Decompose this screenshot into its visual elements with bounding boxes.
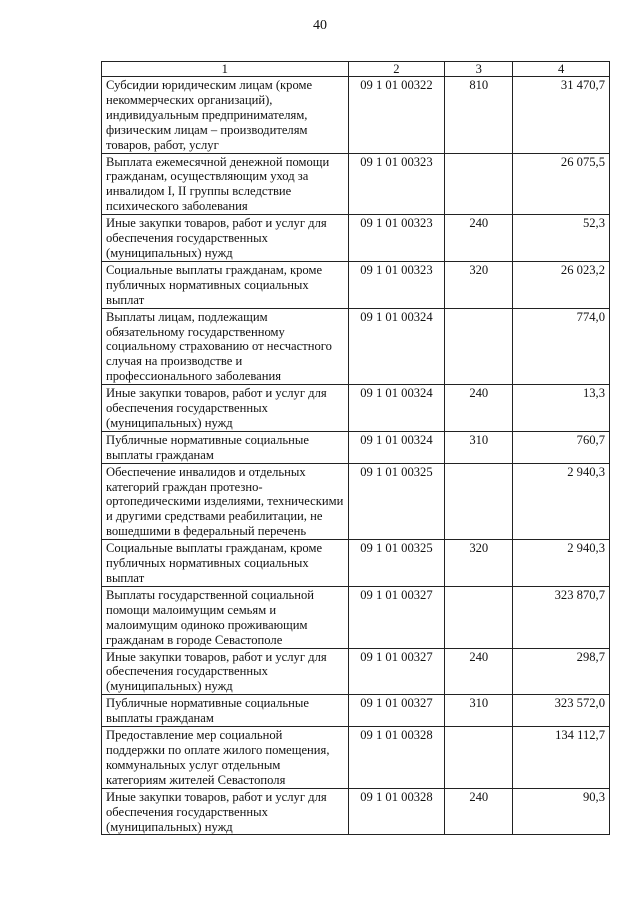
column-header: 3 <box>445 62 513 77</box>
row-amount-cell: 13,3 <box>513 385 610 432</box>
row-name-cell: Иные закупки товаров, работ и услуг для обеспечения государственных (муниципальных) нужд <box>102 215 349 262</box>
row-name-cell: Публичные нормативные социальные выплаты гражданам <box>102 695 349 727</box>
row-amount-cell: 134 112,7 <box>513 727 610 789</box>
table-row <box>102 540 610 587</box>
row-code-cell: 09 1 01 00327 <box>348 586 445 648</box>
table-row <box>102 153 610 215</box>
row-amount-cell: 298,7 <box>513 648 610 695</box>
table-row <box>102 261 610 308</box>
row-amount-cell: 774,0 <box>513 308 610 385</box>
row-type-cell <box>445 586 513 648</box>
table-row <box>102 431 610 463</box>
row-amount-cell: 2 940,3 <box>513 540 610 587</box>
table-header-row <box>102 62 610 77</box>
table-row <box>102 77 610 154</box>
row-name-cell: Выплата ежемесячной денежной помощи гражданам, осуществляющим уход за инвалидом I, II группы вследствие психического заболевания <box>102 153 349 215</box>
row-name-cell: Публичные нормативные социальные выплаты гражданам <box>102 431 349 463</box>
table-row <box>102 385 610 432</box>
column-header: 2 <box>348 62 445 77</box>
row-name-cell: Иные закупки товаров, работ и услуг для обеспечения государственных (муниципальных) нужд <box>102 385 349 432</box>
row-code-cell: 09 1 01 00325 <box>348 540 445 587</box>
row-name-cell: Социальные выплаты гражданам, кроме публичных нормативных социальных выплат <box>102 261 349 308</box>
row-code-cell: 09 1 01 00324 <box>348 431 445 463</box>
table-row <box>102 586 610 648</box>
row-type-cell <box>445 463 513 540</box>
row-type-cell: 310 <box>445 431 513 463</box>
row-amount-cell: 52,3 <box>513 215 610 262</box>
row-type-cell: 240 <box>445 648 513 695</box>
table-row <box>102 727 610 789</box>
row-amount-cell: 323 572,0 <box>513 695 610 727</box>
row-type-cell <box>445 308 513 385</box>
row-type-cell: 310 <box>445 695 513 727</box>
row-code-cell: 09 1 01 00328 <box>348 727 445 789</box>
table-row <box>102 648 610 695</box>
row-code-cell: 09 1 01 00323 <box>348 261 445 308</box>
budget-table <box>101 61 610 835</box>
row-type-cell: 320 <box>445 261 513 308</box>
row-code-cell: 09 1 01 00322 <box>348 77 445 154</box>
column-header: 4 <box>513 62 610 77</box>
row-name-cell: Выплаты государственной социальной помощи малоимущим семьям и малоимущим одиноко проживающим гражданам в городе Севастополе <box>102 586 349 648</box>
table-row <box>102 308 610 385</box>
table-row <box>102 695 610 727</box>
row-code-cell: 09 1 01 00324 <box>348 385 445 432</box>
row-amount-cell: 323 870,7 <box>513 586 610 648</box>
row-code-cell: 09 1 01 00327 <box>348 648 445 695</box>
row-name-cell: Иные закупки товаров, работ и услуг для обеспечения государственных (муниципальных) нужд <box>102 648 349 695</box>
row-code-cell: 09 1 01 00323 <box>348 215 445 262</box>
row-name-cell: Субсидии юридическим лицам (кроме некоммерческих организаций), индивидуальным предпринимателям, физическим лицам – производителям товаров, работ, услуг <box>102 77 349 154</box>
table-row <box>102 788 610 835</box>
row-type-cell: 240 <box>445 215 513 262</box>
table-row <box>102 463 610 540</box>
row-type-cell: 240 <box>445 385 513 432</box>
row-name-cell: Обеспечение инвалидов и отдельных категорий граждан протезно-ортопедическими изделиями, техническими и другими средствами реабилитации, не вошедшими в федеральный перечень <box>102 463 349 540</box>
row-type-cell: 810 <box>445 77 513 154</box>
row-type-cell <box>445 727 513 789</box>
row-amount-cell: 26 023,2 <box>513 261 610 308</box>
row-amount-cell: 760,7 <box>513 431 610 463</box>
row-amount-cell: 90,3 <box>513 788 610 835</box>
row-code-cell: 09 1 01 00328 <box>348 788 445 835</box>
row-type-cell: 320 <box>445 540 513 587</box>
row-type-cell: 240 <box>445 788 513 835</box>
row-code-cell: 09 1 01 00323 <box>348 153 445 215</box>
column-header: 1 <box>102 62 349 77</box>
row-name-cell: Выплаты лицам, подлежащим обязательному государственному социальному страхованию от несчастного случая на производстве и профессионального заболевания <box>102 308 349 385</box>
row-amount-cell: 31 470,7 <box>513 77 610 154</box>
row-name-cell: Социальные выплаты гражданам, кроме публичных нормативных социальных выплат <box>102 540 349 587</box>
row-code-cell: 09 1 01 00327 <box>348 695 445 727</box>
row-name-cell: Иные закупки товаров, работ и услуг для обеспечения государственных (муниципальных) нужд <box>102 788 349 835</box>
row-name-cell: Предоставление мер социальной поддержки по оплате жилого помещения, коммунальных услуг отдельным категориям жителей Севастополя <box>102 727 349 789</box>
row-amount-cell: 2 940,3 <box>513 463 610 540</box>
page-number: 40 <box>313 18 327 33</box>
row-amount-cell: 26 075,5 <box>513 153 610 215</box>
row-code-cell: 09 1 01 00325 <box>348 463 445 540</box>
row-code-cell: 09 1 01 00324 <box>348 308 445 385</box>
row-type-cell <box>445 153 513 215</box>
table-row <box>102 215 610 262</box>
